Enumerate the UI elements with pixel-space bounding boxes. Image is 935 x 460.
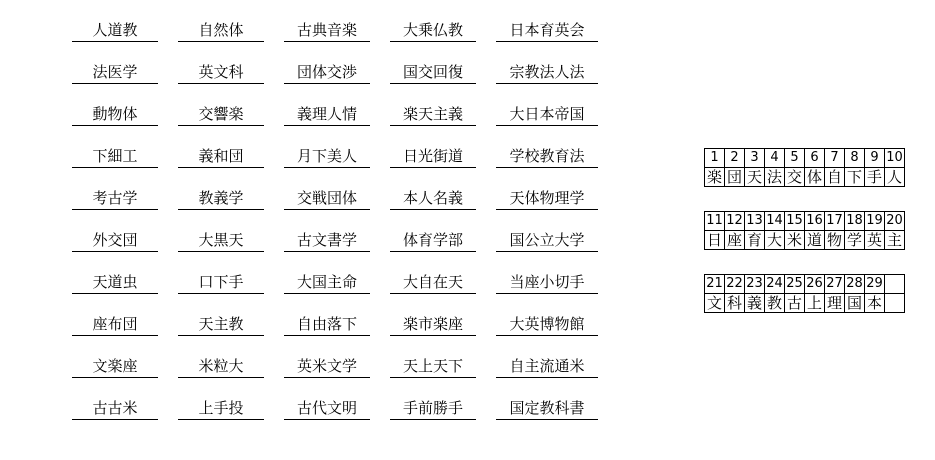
- word-blank-2-2: 英文科: [178, 60, 264, 84]
- grid-number-cell: [885, 275, 905, 294]
- grid-kanji-cell: 古: [785, 294, 805, 313]
- word-blank-1-1: 人道教: [72, 18, 158, 42]
- word-blank-3-1: 動物体: [72, 102, 158, 126]
- grid-kanji-cell: 教: [765, 294, 785, 313]
- grid-number-cell: 24: [765, 275, 785, 294]
- grid-kanji-cell: 手: [865, 168, 885, 187]
- grid-number-cell: 28: [845, 275, 865, 294]
- word-blank-4-1: 下細工: [72, 144, 158, 168]
- word-blank-6-4: 体育学部: [390, 228, 476, 252]
- grid-number-cell: 21: [705, 275, 725, 294]
- word-row: [72, 354, 598, 396]
- word-blank-7-5: 当座小切手: [496, 270, 598, 294]
- grid-number-cell: 4: [765, 149, 785, 168]
- word-blank-10-3: 古代文明: [284, 396, 370, 420]
- grid-number-cell: 2: [725, 149, 745, 168]
- grid-number-row: [705, 275, 905, 294]
- word-blank-5-5: 天体物理学: [496, 186, 598, 210]
- kanji-grid-2: [704, 211, 905, 250]
- grid-kanji-cell: 国: [845, 294, 865, 313]
- grid-number-cell: 6: [805, 149, 825, 168]
- grid-kanji-cell: 団: [725, 168, 745, 187]
- grid-kanji-cell: 学: [845, 231, 865, 250]
- word-blank-10-4: 手前勝手: [390, 396, 476, 420]
- grid-kanji-row: [705, 294, 905, 313]
- grid-number-cell: 20: [885, 212, 905, 231]
- word-blank-9-3: 英米文学: [284, 354, 370, 378]
- word-blank-8-3: 自由落下: [284, 312, 370, 336]
- word-blank-2-5: 宗教法人法: [496, 60, 598, 84]
- kanji-grid-1: [704, 148, 905, 187]
- grid-kanji-cell: 大: [765, 231, 785, 250]
- word-blank-1-5: 日本育英会: [496, 18, 598, 42]
- word-blank-8-1: 座布団: [72, 312, 158, 336]
- word-row: [72, 312, 598, 354]
- word-blank-9-5: 自主流通米: [496, 354, 598, 378]
- grid-kanji-cell: 文: [705, 294, 725, 313]
- grid-number-row: [705, 212, 905, 231]
- grid-kanji-cell: 交: [785, 168, 805, 187]
- grid-number-row: [705, 149, 905, 168]
- word-blank-1-2: 自然体: [178, 18, 264, 42]
- grid-kanji-cell: 天: [745, 168, 765, 187]
- grid-kanji-cell: 座: [725, 231, 745, 250]
- word-row: [72, 144, 598, 186]
- word-list: [72, 18, 598, 438]
- word-row: [72, 186, 598, 228]
- grid-kanji-cell: 英: [865, 231, 885, 250]
- grid-number-cell: 13: [745, 212, 765, 231]
- word-blank-4-5: 学校教育法: [496, 144, 598, 168]
- grid-kanji-cell: 本: [865, 294, 885, 313]
- grid-number-cell: 18: [845, 212, 865, 231]
- word-blank-10-1: 古古米: [72, 396, 158, 420]
- grid-kanji-cell: 体: [805, 168, 825, 187]
- word-blank-6-1: 外交団: [72, 228, 158, 252]
- grid-number-cell: 5: [785, 149, 805, 168]
- word-blank-1-4: 大乗仏教: [390, 18, 476, 42]
- word-row: [72, 270, 598, 312]
- word-blank-10-2: 上手投: [178, 396, 264, 420]
- word-blank-4-2: 義和団: [178, 144, 264, 168]
- grid-kanji-cell: 主: [885, 231, 905, 250]
- grid-kanji-cell: 自: [825, 168, 845, 187]
- word-blank-2-3: 団体交渉: [284, 60, 370, 84]
- word-blank-10-5: 国定教科書: [496, 396, 598, 420]
- grid-number-cell: 25: [785, 275, 805, 294]
- grid-number-cell: 29: [865, 275, 885, 294]
- grid-number-cell: 22: [725, 275, 745, 294]
- grid-number-cell: 11: [705, 212, 725, 231]
- grid-number-cell: 15: [785, 212, 805, 231]
- word-blank-4-3: 月下美人: [284, 144, 370, 168]
- grid-number-cell: 1: [705, 149, 725, 168]
- grid-number-cell: 7: [825, 149, 845, 168]
- word-blank-3-2: 交響楽: [178, 102, 264, 126]
- word-blank-3-5: 大日本帝国: [496, 102, 598, 126]
- word-blank-9-2: 米粒大: [178, 354, 264, 378]
- grid-kanji-row: [705, 168, 905, 187]
- grid-number-cell: 14: [765, 212, 785, 231]
- word-blank-7-3: 大国主命: [284, 270, 370, 294]
- word-blank-6-2: 大黒天: [178, 228, 264, 252]
- grid-number-cell: 16: [805, 212, 825, 231]
- word-blank-2-4: 国交回復: [390, 60, 476, 84]
- grid-number-cell: 17: [825, 212, 845, 231]
- word-row: [72, 18, 598, 60]
- word-row: [72, 228, 598, 270]
- word-blank-3-4: 楽天主義: [390, 102, 476, 126]
- word-blank-7-2: 口下手: [178, 270, 264, 294]
- word-blank-6-5: 国公立大学: [496, 228, 598, 252]
- word-blank-5-4: 本人名義: [390, 186, 476, 210]
- kanji-grid-3: [704, 274, 905, 313]
- word-row: [72, 60, 598, 102]
- word-blank-7-1: 天道虫: [72, 270, 158, 294]
- word-blank-8-5: 大英博物館: [496, 312, 598, 336]
- grid-number-cell: 27: [825, 275, 845, 294]
- word-blank-9-4: 天上天下: [390, 354, 476, 378]
- grid-kanji-cell: 物: [825, 231, 845, 250]
- grid-number-cell: 3: [745, 149, 765, 168]
- word-blank-9-1: 文楽座: [72, 354, 158, 378]
- word-blank-7-4: 大自在天: [390, 270, 476, 294]
- grid-kanji-cell: 義: [745, 294, 765, 313]
- word-blank-4-4: 日光街道: [390, 144, 476, 168]
- grid-kanji-cell: 下: [845, 168, 865, 187]
- grid-number-cell: 12: [725, 212, 745, 231]
- word-row: [72, 396, 598, 438]
- grid-kanji-cell: 楽: [705, 168, 725, 187]
- grid-kanji-cell: 人: [885, 168, 905, 187]
- grid-number-cell: 10: [885, 149, 905, 168]
- word-blank-3-3: 義理人情: [284, 102, 370, 126]
- grid-number-cell: 19: [865, 212, 885, 231]
- grid-number-cell: 23: [745, 275, 765, 294]
- word-blank-8-4: 楽市楽座: [390, 312, 476, 336]
- grid-kanji-cell: 米: [785, 231, 805, 250]
- word-blank-6-3: 古文書学: [284, 228, 370, 252]
- grid-kanji-cell: 道: [805, 231, 825, 250]
- grid-kanji-cell: 育: [745, 231, 765, 250]
- word-blank-5-1: 考古学: [72, 186, 158, 210]
- grid-kanji-cell: 理: [825, 294, 845, 313]
- word-blank-5-3: 交戦団体: [284, 186, 370, 210]
- grid-kanji-cell: 上: [805, 294, 825, 313]
- word-blank-1-3: 古典音楽: [284, 18, 370, 42]
- word-blank-8-2: 天主教: [178, 312, 264, 336]
- grid-kanji-cell: 科: [725, 294, 745, 313]
- word-blank-2-1: 法医学: [72, 60, 158, 84]
- grid-number-cell: 8: [845, 149, 865, 168]
- grid-number-cell: 26: [805, 275, 825, 294]
- word-blank-5-2: 教義学: [178, 186, 264, 210]
- grid-kanji-cell: 日: [705, 231, 725, 250]
- grid-kanji-cell: 法: [765, 168, 785, 187]
- grid-kanji-row: [705, 231, 905, 250]
- word-row: [72, 102, 598, 144]
- grid-number-cell: 9: [865, 149, 885, 168]
- grid-kanji-cell: [885, 294, 905, 313]
